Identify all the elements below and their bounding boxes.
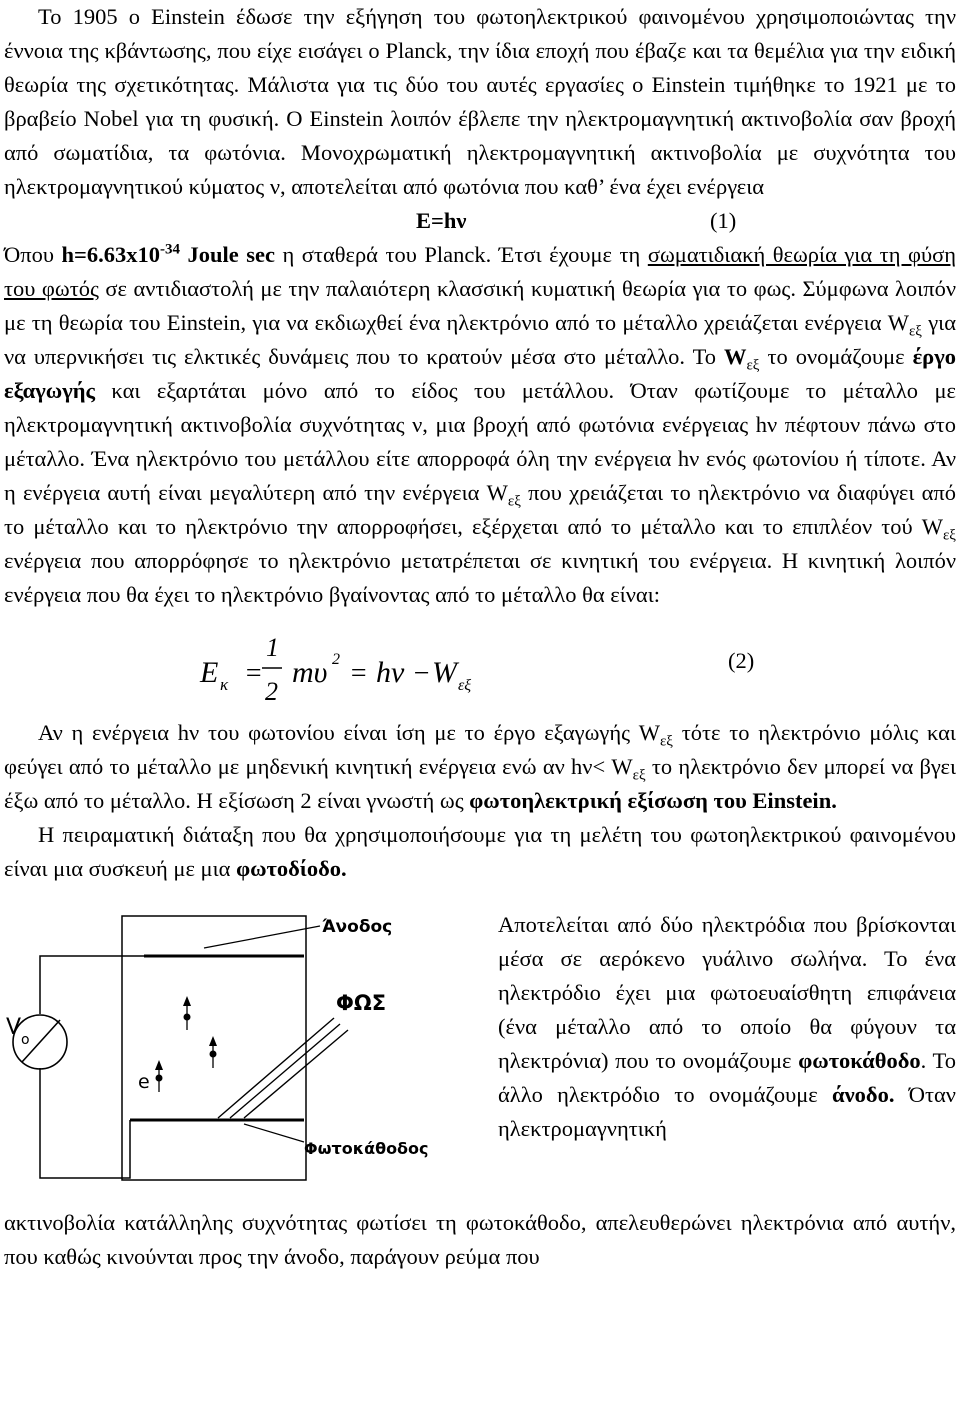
text-span: για να υπερνικήσει τις ελκτικές δυνάμεις που το κρατούν μέσα στο μέταλλο. Το	[4, 310, 956, 369]
subscript: εξ	[908, 323, 922, 340]
text-span: σε αντιδιαστολή με την παλαιότερη κλασσική κυματική θεωρία για το φως. Σύμφωνα λοιπόν με τη θεωρία του Einstein, για να εκδιωχθεί ένα ηλεκτρόνιο από το μέταλλο χρειάζεται ενέργεια W	[4, 276, 956, 335]
eq2-numerator: 1	[266, 633, 279, 662]
voltage-label-sub: o	[21, 1032, 30, 1048]
circuit-wire-bottom	[40, 1068, 130, 1178]
text-span: ακτινοβολία κατάλληλης συχνότητας φωτίσει τη φωτοκάθοδο, απελευθερώνει ηλεκτρόνια από αυτήν, που καθώς κινούνται προς την άνοδο, παράγουν ρεύμα που	[4, 1210, 956, 1269]
anode-label: Άνοδος	[322, 917, 393, 937]
equation-2	[4, 626, 956, 716]
eq2-W-sub: εξ	[458, 677, 472, 694]
anode-pointer	[204, 926, 320, 948]
electron-label: e	[138, 1071, 150, 1093]
text-span: Η πειραματική διάταξη που θα χρησιμοποιήσουμε για τη μελέτη του φωτοηλεκτρικού φαινομένου είναι μια συσκευή με μια	[4, 822, 956, 881]
text-span: Αν η ενέργεια hν του φωτονίου είναι ίση με το έργο εξαγωγής W	[38, 720, 660, 745]
paragraph-setup	[4, 818, 956, 886]
subscript: εξ	[746, 357, 760, 374]
eq2-denominator: 2	[265, 677, 278, 706]
text-span: ενέργεια που απορρόφησε το ηλεκτρόνιο μετατρέπεται σε κινητική του ενέργεια. Η κινητική λοιπόν ενέργεια που θα έχει το ηλεκτρόνιο βγαίνοντας από το μέταλλο θα είναι:	[4, 548, 956, 607]
electron-arrowhead	[183, 996, 191, 1006]
eq2-equals: =	[244, 658, 263, 689]
text-span: το ονομάζουμε	[759, 344, 913, 369]
planck-constant: $h=6.63x10^{-34}$ Joule sec	[61, 241, 275, 267]
equation-1-line	[4, 204, 956, 238]
eq2-hv: hν	[376, 656, 405, 689]
electron-arrowhead	[155, 1060, 163, 1070]
bold-photocathode: φωτοκάθοδο	[798, 1048, 921, 1073]
document-page	[4, 0, 956, 1274]
text-span: το ηλεκτρόνιο δεν μπορεί να βγει έξω από το μέταλλο. Η εξίσωση 2 είναι γνωστή ως	[4, 754, 956, 813]
cathode-pointer	[244, 1124, 304, 1142]
eq2-W: W	[432, 656, 457, 689]
eq2-E-sub: κ	[220, 675, 229, 694]
light-ray	[244, 1030, 348, 1118]
bold-anode: άνοδο.	[832, 1082, 895, 1107]
bold-photodiode: φωτοδίοδο.	[236, 856, 347, 881]
voltage-label: V	[6, 1015, 22, 1040]
bold-w: W	[723, 344, 747, 369]
cathode-label: Φωτοκάθοδος	[304, 1139, 429, 1158]
equation-2-number: (2)	[728, 648, 755, 673]
underlined-phrase: σωματιδιακή θεωρία για τη φύση του φωτός	[4, 242, 957, 301]
intro-text: Το 1905 ο Einstein έδωσε την εξήγηση του φωτοηλεκτρικού φαινομένου χρησιμοποιώντας την έννοια της κβάντωσης, που είχε εισάγει ο Planck, την ίδια εποχή που έβαζε και τα θεμέλια για την ειδική θεωρία της σχετικότητας. Μάλιστα για τις δύο του αυτές εργασίες ο Einstein τιμήθηκε το 1921 με το βραβείο Nobel για τη φυσική. Ο Einstein λοιπόν έβλεπε την ηλεκτρομαγνητική ακτινοβολία σαν βροχή από σωματίδια, τα φωτόνια. Μονοχρωματική ηλεκτρομαγνητική ακτινοβολία με συχνότητα του ηλεκτρομαγνητικού κύματος ν, αποτελείται από φωτόνια που καθ’ ένα έχει ενέργεια	[4, 4, 956, 199]
text-span: η σταθερά του Planck. Έτσι έχουμε τη	[274, 242, 648, 267]
subscript: εξ	[632, 767, 646, 784]
text-span: που χρειάζεται το ηλεκτρόνιο να διαφύγει από το μέταλλο και το ηλεκτρόνιο την απορροφήσει, εξέρχεται από το μέταλλο και το επιπλέον τού W	[4, 480, 956, 539]
eq2-minus: −	[412, 658, 431, 689]
text-span: τότε το ηλεκτρόνιο μόλις και φεύγει από το μέταλλο με μηδενική κινητική ενέργεια ενώ αν hν< W	[4, 720, 956, 779]
electron-arrowhead	[209, 1036, 217, 1046]
paragraph-photodiode-description	[498, 908, 956, 1146]
photodiode-svg	[4, 902, 444, 1198]
paragraph-intro	[4, 0, 956, 204]
text-span: Όταν ηλεκτρομαγνητική	[498, 1082, 956, 1141]
subscript: εξ	[659, 733, 673, 750]
light-ray	[230, 1024, 340, 1118]
bold-einstein-equation: φωτοηλεκτρική εξίσωση του Einstein.	[469, 788, 837, 813]
bold-term-work-function: έργο εξαγωγής	[4, 344, 956, 403]
light-ray	[218, 1018, 334, 1118]
paragraph-conditions	[4, 716, 956, 818]
paragraph-continuation	[4, 1206, 956, 1274]
eq2-square: 2	[332, 651, 340, 668]
eq2-E: E	[200, 656, 219, 689]
text-span: . Το άλλο ηλεκτρόδιο το ονομάζουμε	[498, 1048, 956, 1107]
subscript: εξ	[943, 527, 956, 544]
circuit-wire-top	[40, 956, 144, 1014]
eq2-mv: mυ	[292, 656, 328, 689]
figure-row	[4, 902, 956, 1198]
paragraph-photon-theory	[4, 238, 956, 612]
equation-1-number: (1)	[710, 208, 737, 233]
eq2-equals-2: =	[349, 658, 368, 689]
equation-1: E=hν	[416, 208, 467, 233]
photodiode-diagram	[4, 902, 444, 1198]
subscript: εξ	[507, 493, 521, 510]
equation-2-svg	[4, 626, 724, 716]
text-span: και εξαρτάται μόνο από το είδος του μετάλλου. Όταν φωτίζουμε το μέταλλο με ηλεκτρομαγνητική ακτινοβολία συχνότητας ν, μια βροχή από φωτόνια ενέργειας hν πέφτουν πάνω στο μέταλλο. Ένα ηλεκτρόνιο του μετάλλου είτε απορροφά όλη την ενέργεια hν ενός φωτονίου ή τίποτε. Αν η ενέργεια αυτή είναι μεγαλύτερη από την ενέργεια W	[4, 378, 956, 505]
planck-exponent: -34	[159, 241, 180, 258]
text-span: Όπου	[4, 242, 62, 267]
text-span: Αποτελείται από δύο ηλεκτρόδια που βρίσκονται μέσα σε αερόκενο γυάλινο σωλήνα. Το ένα ηλεκτρόδιο έχει μια φωτοευαίσθητη επιφάνεια (ένα μέταλλο από το οποίο θα φύγουν τα ηλεκτρόνια) που το ονομάζουμε	[498, 912, 956, 1073]
light-label: ΦΩΣ	[336, 991, 387, 1015]
